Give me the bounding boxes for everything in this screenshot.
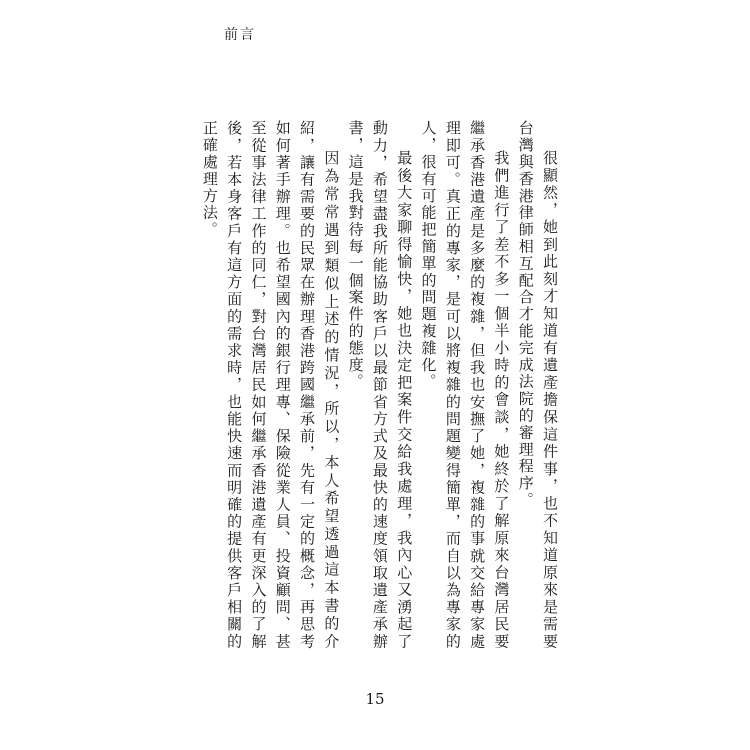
paragraph: 很顯然，她到此刻才知道有遺產擔保這件事，也不知道原來是需要台灣與香港律師相互配合才能完成法院的審理程序。 xyxy=(516,120,559,650)
running-head-title: 前言 xyxy=(224,27,256,43)
paragraph: 最後大家聊得愉快，她也決定把案件交給我處理，我內心又湧起了動力，希望盡我所能協助客戶以最節省方式及最快的速度領取遺產承辦書，這是我對待每一個案件的態度。 xyxy=(346,120,414,650)
page-number: 15 xyxy=(365,690,385,708)
vertical-body-text xyxy=(198,120,562,650)
paragraph: 我們進行了差不多一個半小時的會談，她終於了解原來台灣居民要繼承香港遺產是多麼的複雜，但我也安撫了她，複雜的事就交給專家處理即可。真正的專家，是可以將複雜的問題變得簡單，而自以為專家的人，很有可能把簡單的問題複雜化。 xyxy=(419,120,511,650)
paragraph: 因為常常遇到類似上述的情況，所以，本人希望透過這本書的介紹，讓有需要的民眾在辦理香港跨國繼承前，先有一定的概念，再思考如何著手辦理。也希望國內的銀行理專、保險從業人員、投資顧問、甚至從事法律工作的同仁，對台灣居民如何繼承香港遺產有更深入的了解後，若本身客戶有這方面的需求時，也能快速而明確的提供客戶相關的正確處理方法。 xyxy=(200,120,341,650)
